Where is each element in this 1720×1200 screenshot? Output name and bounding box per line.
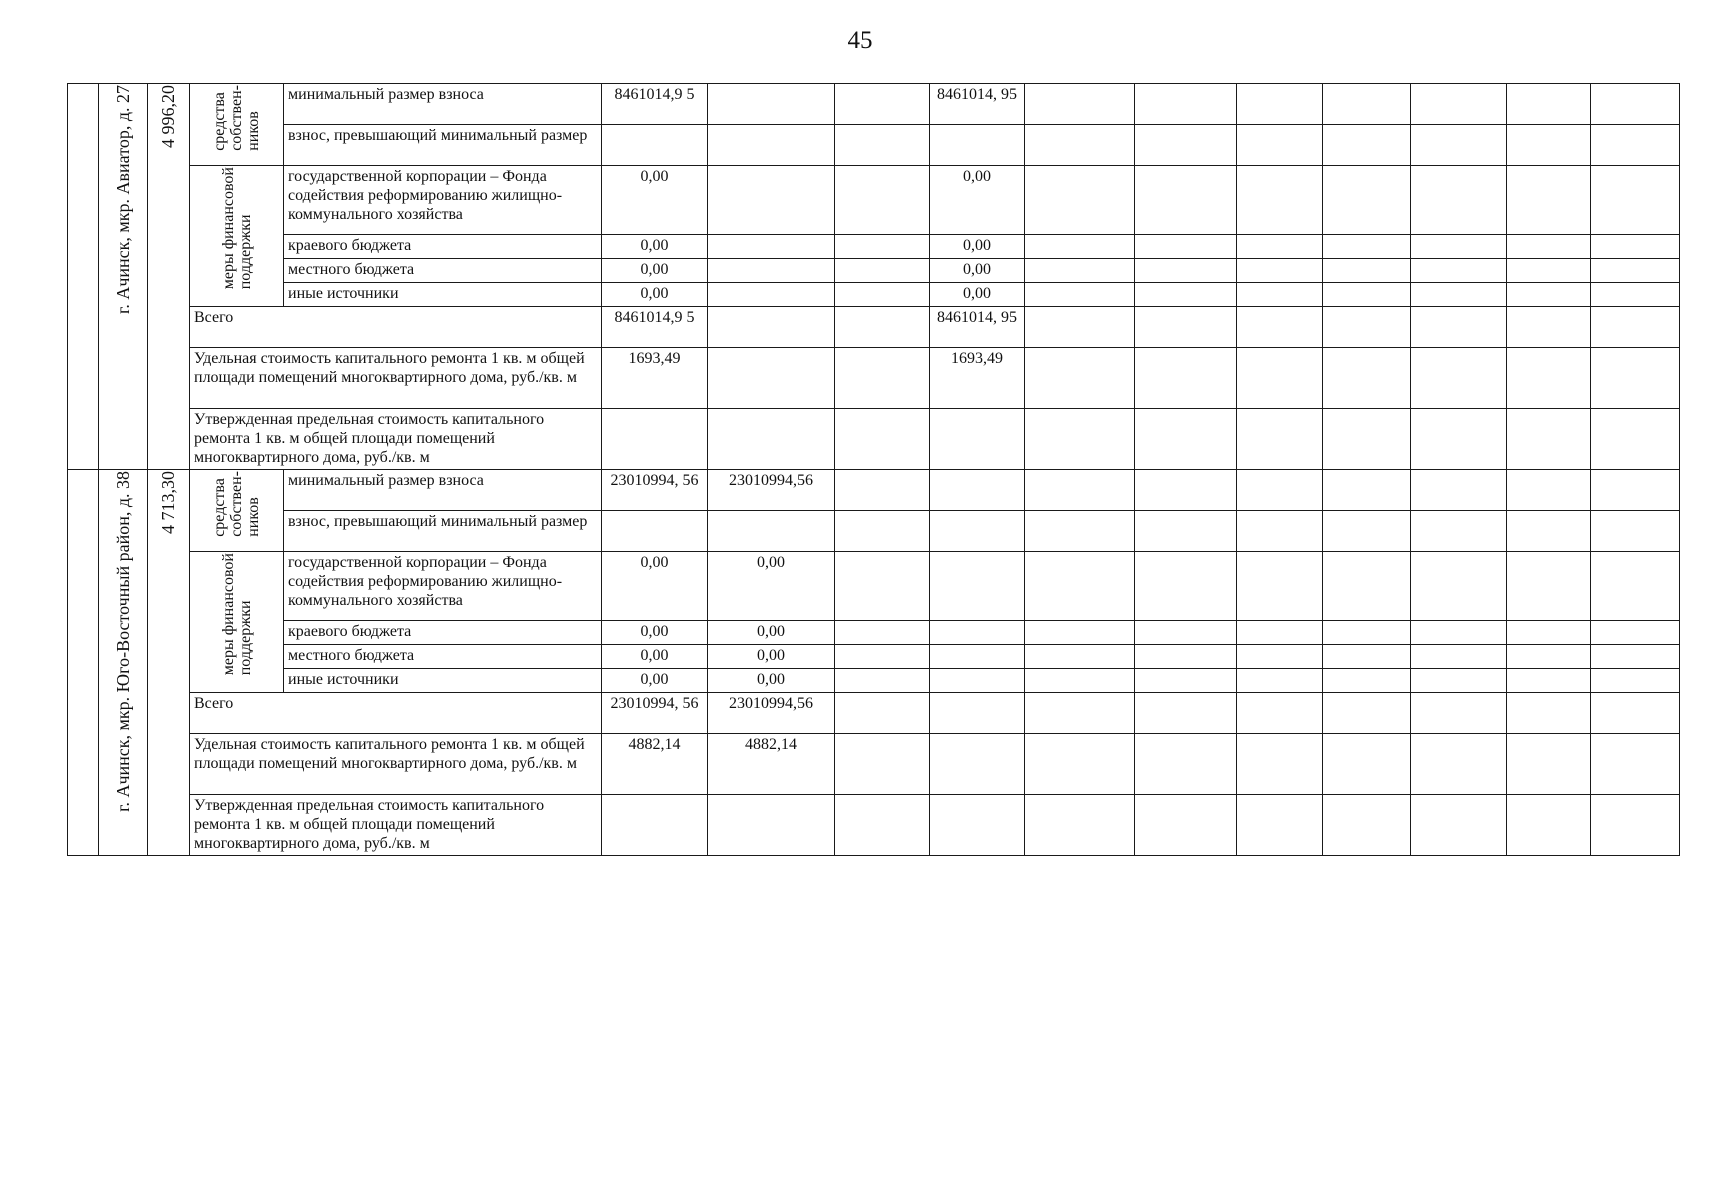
- value-cell-c3: [930, 645, 1025, 669]
- table-row: [68, 166, 1680, 235]
- empty-cell: [1411, 235, 1507, 259]
- empty-cell: [1591, 409, 1680, 470]
- empty-cell: [1135, 235, 1237, 259]
- value-cell-c2: [835, 511, 930, 552]
- empty-cell: [1237, 511, 1323, 552]
- empty-cell: [1237, 645, 1323, 669]
- row-label: минимальный размер взноса: [284, 84, 602, 125]
- empty-cell: [1135, 259, 1237, 283]
- empty-cell: [1507, 259, 1591, 283]
- value-cell-total: [602, 795, 708, 856]
- index-cell: [68, 84, 99, 470]
- value-cell-c1: [708, 283, 835, 307]
- empty-cell: [1323, 409, 1411, 470]
- value-cell-c3: [930, 552, 1025, 621]
- empty-cell: [1025, 409, 1135, 470]
- empty-cell: [1411, 511, 1507, 552]
- empty-cell: [1507, 348, 1591, 409]
- value-cell-c3: 8461014, 95: [930, 84, 1025, 125]
- empty-cell: [1591, 645, 1680, 669]
- empty-cell: [1323, 470, 1411, 511]
- owners-funds-label-line: ников: [245, 111, 262, 151]
- empty-cell: [1025, 283, 1135, 307]
- empty-cell: [1507, 409, 1591, 470]
- row-label: взнос, превышающий минимальный размер: [284, 125, 602, 166]
- value-cell-c3: [930, 125, 1025, 166]
- table-row: [68, 621, 1680, 645]
- empty-cell: [1591, 125, 1680, 166]
- empty-cell: [1323, 348, 1411, 409]
- table-body: [68, 84, 1680, 856]
- value-cell-c2: [835, 734, 930, 795]
- building-area: 4 996,20: [158, 85, 178, 148]
- financial-support-label: [220, 553, 254, 675]
- empty-cell: [1411, 259, 1507, 283]
- empty-cell: [1135, 307, 1237, 348]
- empty-cell: [1591, 734, 1680, 795]
- value-cell-c2: [835, 307, 930, 348]
- value-cell-c3: 8461014, 95: [930, 307, 1025, 348]
- empty-cell: [1507, 552, 1591, 621]
- empty-cell: [1507, 621, 1591, 645]
- row-label: местного бюджета: [284, 645, 602, 669]
- empty-cell: [1323, 84, 1411, 125]
- empty-cell: [1237, 259, 1323, 283]
- value-cell-c2: [835, 645, 930, 669]
- empty-cell: [1135, 348, 1237, 409]
- empty-cell: [1237, 283, 1323, 307]
- value-cell-total: 0,00: [602, 621, 708, 645]
- repair-cost-table: [67, 83, 1680, 856]
- row-label: взнос, превышающий минимальный размер: [284, 511, 602, 552]
- value-cell-c3: 0,00: [930, 259, 1025, 283]
- empty-cell: [1025, 693, 1135, 734]
- empty-cell: [1591, 84, 1680, 125]
- value-cell-c2: [835, 348, 930, 409]
- value-cell-total: 0,00: [602, 166, 708, 235]
- value-cell-c1: [708, 259, 835, 283]
- empty-cell: [1025, 166, 1135, 235]
- empty-cell: [1507, 669, 1591, 693]
- empty-cell: [1591, 552, 1680, 621]
- empty-cell: [1323, 795, 1411, 856]
- empty-cell: [1591, 511, 1680, 552]
- owners-funds-label-line: средства: [211, 92, 228, 151]
- row-label: Удельная стоимость капитального ремонта 1 кв. м общей площади помещений многоквартирного дома, руб./кв. м: [190, 734, 602, 795]
- empty-cell: [1591, 693, 1680, 734]
- table-row: [68, 409, 1680, 470]
- empty-cell: [1591, 235, 1680, 259]
- empty-cell: [1135, 470, 1237, 511]
- value-cell-c3: [930, 511, 1025, 552]
- empty-cell: [1591, 307, 1680, 348]
- row-label: Всего: [190, 307, 602, 348]
- empty-cell: [1323, 511, 1411, 552]
- empty-cell: [1135, 409, 1237, 470]
- row-label: краевого бюджета: [284, 235, 602, 259]
- value-cell-c1: [708, 307, 835, 348]
- empty-cell: [1135, 693, 1237, 734]
- building-address: г. Ачинск, мкр. Юго-Восточный район, д. 38: [112, 471, 133, 812]
- value-cell-c1: [708, 235, 835, 259]
- empty-cell: [1025, 795, 1135, 856]
- empty-cell: [1411, 795, 1507, 856]
- value-cell-c3: 0,00: [930, 235, 1025, 259]
- value-cell-c3: 0,00: [930, 166, 1025, 235]
- empty-cell: [1323, 166, 1411, 235]
- empty-cell: [1135, 645, 1237, 669]
- value-cell-c1: 23010994,56: [708, 470, 835, 511]
- empty-cell: [1323, 693, 1411, 734]
- empty-cell: [1135, 511, 1237, 552]
- empty-cell: [1507, 307, 1591, 348]
- empty-cell: [1025, 511, 1135, 552]
- table-row: [68, 669, 1680, 693]
- empty-cell: [1411, 166, 1507, 235]
- empty-cell: [1237, 166, 1323, 235]
- page-number: 45: [847, 27, 873, 54]
- empty-cell: [1323, 307, 1411, 348]
- empty-cell: [1507, 470, 1591, 511]
- empty-cell: [1507, 235, 1591, 259]
- empty-cell: [1507, 125, 1591, 166]
- value-cell-c2: [835, 84, 930, 125]
- empty-cell: [1135, 795, 1237, 856]
- owners-funds-label-line: собствен-: [228, 85, 245, 151]
- table-row: [68, 470, 1680, 511]
- empty-cell: [1025, 621, 1135, 645]
- financial-support-label-line: меры финансовой: [219, 553, 237, 676]
- value-cell-total: 23010994, 56: [602, 693, 708, 734]
- value-cell-c3: 0,00: [930, 283, 1025, 307]
- address-cell: [99, 470, 148, 856]
- value-cell-total: 0,00: [602, 552, 708, 621]
- empty-cell: [1135, 621, 1237, 645]
- row-label: иные источники: [284, 283, 602, 307]
- empty-cell: [1591, 669, 1680, 693]
- financial-support-label: [220, 167, 254, 289]
- value-cell-c2: [835, 470, 930, 511]
- value-cell-c3: [930, 409, 1025, 470]
- empty-cell: [1025, 84, 1135, 125]
- value-cell-c1: 0,00: [708, 552, 835, 621]
- value-cell-c2: [835, 669, 930, 693]
- owners-funds-label-line: ников: [245, 497, 262, 537]
- empty-cell: [1591, 470, 1680, 511]
- owners-funds-group: [190, 470, 284, 552]
- table-row: [68, 307, 1680, 348]
- empty-cell: [1135, 125, 1237, 166]
- value-cell-c1: 23010994,56: [708, 693, 835, 734]
- empty-cell: [1411, 621, 1507, 645]
- empty-cell: [1237, 348, 1323, 409]
- area-cell: [148, 84, 190, 470]
- empty-cell: [1237, 125, 1323, 166]
- value-cell-total: 0,00: [602, 669, 708, 693]
- empty-cell: [1025, 348, 1135, 409]
- building-area: 4 713,30: [158, 471, 178, 534]
- empty-cell: [1323, 645, 1411, 669]
- value-cell-total: 0,00: [602, 235, 708, 259]
- empty-cell: [1323, 283, 1411, 307]
- table-row: [68, 84, 1680, 125]
- table-row: [68, 645, 1680, 669]
- building-address: г. Ачинск, мкр. Авиатор, д. 27: [112, 85, 133, 314]
- empty-cell: [1323, 552, 1411, 621]
- value-cell-c1: 0,00: [708, 669, 835, 693]
- empty-cell: [1507, 645, 1591, 669]
- empty-cell: [1135, 669, 1237, 693]
- value-cell-c3: [930, 734, 1025, 795]
- value-cell-c3: [930, 795, 1025, 856]
- value-cell-c1: [708, 166, 835, 235]
- empty-cell: [1025, 125, 1135, 166]
- value-cell-c2: [835, 552, 930, 621]
- empty-cell: [1135, 734, 1237, 795]
- empty-cell: [1507, 795, 1591, 856]
- empty-cell: [1591, 621, 1680, 645]
- financial-support-label-line: поддержки: [236, 214, 254, 290]
- value-cell-c2: [835, 795, 930, 856]
- row-label: Утвержденная предельная стоимость капитального ремонта 1 кв. м общей площади помещений многоквартирного дома, руб./кв. м: [190, 795, 602, 856]
- value-cell-c1: 0,00: [708, 645, 835, 669]
- row-label: иные источники: [284, 669, 602, 693]
- address-cell: [99, 84, 148, 470]
- empty-cell: [1411, 307, 1507, 348]
- empty-cell: [1135, 166, 1237, 235]
- empty-cell: [1237, 235, 1323, 259]
- empty-cell: [1237, 621, 1323, 645]
- empty-cell: [1411, 125, 1507, 166]
- table-row: [68, 348, 1680, 409]
- owners-funds-label: [211, 471, 262, 537]
- value-cell-c1: [708, 348, 835, 409]
- empty-cell: [1025, 734, 1135, 795]
- owners-funds-group: [190, 84, 284, 166]
- empty-cell: [1323, 259, 1411, 283]
- empty-cell: [1025, 235, 1135, 259]
- financial-support-group: [190, 166, 284, 307]
- empty-cell: [1411, 409, 1507, 470]
- value-cell-total: 1693,49: [602, 348, 708, 409]
- table-row: [68, 511, 1680, 552]
- empty-cell: [1237, 734, 1323, 795]
- empty-cell: [1237, 470, 1323, 511]
- value-cell-c1: [708, 84, 835, 125]
- row-label: местного бюджета: [284, 259, 602, 283]
- empty-cell: [1507, 734, 1591, 795]
- empty-cell: [1025, 669, 1135, 693]
- value-cell-total: 8461014,9 5: [602, 307, 708, 348]
- value-cell-c2: [835, 259, 930, 283]
- row-label: минимальный размер взноса: [284, 470, 602, 511]
- value-cell-c3: [930, 693, 1025, 734]
- empty-cell: [1237, 693, 1323, 734]
- empty-cell: [1507, 511, 1591, 552]
- table-row: [68, 734, 1680, 795]
- empty-cell: [1237, 552, 1323, 621]
- value-cell-c2: [835, 693, 930, 734]
- value-cell-c2: [835, 283, 930, 307]
- value-cell-total: [602, 511, 708, 552]
- value-cell-c2: [835, 235, 930, 259]
- empty-cell: [1025, 552, 1135, 621]
- empty-cell: [1411, 470, 1507, 511]
- value-cell-c1: [708, 409, 835, 470]
- empty-cell: [1135, 552, 1237, 621]
- empty-cell: [1507, 283, 1591, 307]
- empty-cell: [1025, 259, 1135, 283]
- row-label: государственной корпорации – Фонда содействия реформированию жилищно-коммунального хозяйства: [284, 166, 602, 235]
- value-cell-c2: [835, 166, 930, 235]
- owners-funds-label-line: средства: [211, 478, 228, 537]
- empty-cell: [1591, 283, 1680, 307]
- financial-support-label-line: поддержки: [236, 600, 254, 676]
- empty-cell: [1591, 795, 1680, 856]
- row-label: Утвержденная предельная стоимость капитального ремонта 1 кв. м общей площади помещений многоквартирного дома, руб./кв. м: [190, 409, 602, 470]
- empty-cell: [1507, 166, 1591, 235]
- value-cell-total: 4882,14: [602, 734, 708, 795]
- value-cell-total: [602, 409, 708, 470]
- row-label: краевого бюджета: [284, 621, 602, 645]
- empty-cell: [1135, 283, 1237, 307]
- table-row: [68, 693, 1680, 734]
- empty-cell: [1411, 645, 1507, 669]
- empty-cell: [1323, 669, 1411, 693]
- value-cell-total: 0,00: [602, 645, 708, 669]
- row-label: государственной корпорации – Фонда содействия реформированию жилищно-коммунального хозяйства: [284, 552, 602, 621]
- empty-cell: [1411, 669, 1507, 693]
- table-row: [68, 795, 1680, 856]
- empty-cell: [1237, 409, 1323, 470]
- value-cell-c1: 0,00: [708, 621, 835, 645]
- empty-cell: [1025, 645, 1135, 669]
- empty-cell: [1135, 84, 1237, 125]
- empty-cell: [1507, 84, 1591, 125]
- empty-cell: [1237, 795, 1323, 856]
- value-cell-c1: [708, 795, 835, 856]
- table-row: [68, 235, 1680, 259]
- index-cell: [68, 470, 99, 856]
- value-cell-c1: [708, 125, 835, 166]
- value-cell-c3: 1693,49: [930, 348, 1025, 409]
- owners-funds-label: [211, 85, 262, 151]
- empty-cell: [1237, 307, 1323, 348]
- value-cell-c2: [835, 125, 930, 166]
- empty-cell: [1411, 552, 1507, 621]
- row-label: Всего: [190, 693, 602, 734]
- table-row: [68, 283, 1680, 307]
- empty-cell: [1237, 669, 1323, 693]
- value-cell-c1: [708, 511, 835, 552]
- value-cell-c3: [930, 669, 1025, 693]
- table-row: [68, 259, 1680, 283]
- empty-cell: [1411, 693, 1507, 734]
- empty-cell: [1411, 84, 1507, 125]
- empty-cell: [1591, 259, 1680, 283]
- area-cell: [148, 470, 190, 856]
- value-cell-c3: [930, 621, 1025, 645]
- financial-support-label-line: меры финансовой: [219, 167, 237, 290]
- empty-cell: [1025, 470, 1135, 511]
- empty-cell: [1025, 307, 1135, 348]
- empty-cell: [1591, 348, 1680, 409]
- empty-cell: [1411, 734, 1507, 795]
- empty-cell: [1411, 348, 1507, 409]
- value-cell-total: [602, 125, 708, 166]
- value-cell-total: 0,00: [602, 283, 708, 307]
- empty-cell: [1591, 166, 1680, 235]
- value-cell-total: 0,00: [602, 259, 708, 283]
- table-row: [68, 125, 1680, 166]
- empty-cell: [1507, 693, 1591, 734]
- value-cell-c2: [835, 409, 930, 470]
- value-cell-total: 23010994, 56: [602, 470, 708, 511]
- empty-cell: [1323, 621, 1411, 645]
- empty-cell: [1323, 734, 1411, 795]
- value-cell-c3: [930, 470, 1025, 511]
- empty-cell: [1411, 283, 1507, 307]
- owners-funds-label-line: собствен-: [228, 471, 245, 537]
- table-row: [68, 552, 1680, 621]
- empty-cell: [1237, 84, 1323, 125]
- row-label: Удельная стоимость капитального ремонта 1 кв. м общей площади помещений многоквартирного дома, руб./кв. м: [190, 348, 602, 409]
- value-cell-c2: [835, 621, 930, 645]
- financial-support-group: [190, 552, 284, 693]
- value-cell-total: 8461014,9 5: [602, 84, 708, 125]
- empty-cell: [1323, 235, 1411, 259]
- empty-cell: [1323, 125, 1411, 166]
- value-cell-c1: 4882,14: [708, 734, 835, 795]
